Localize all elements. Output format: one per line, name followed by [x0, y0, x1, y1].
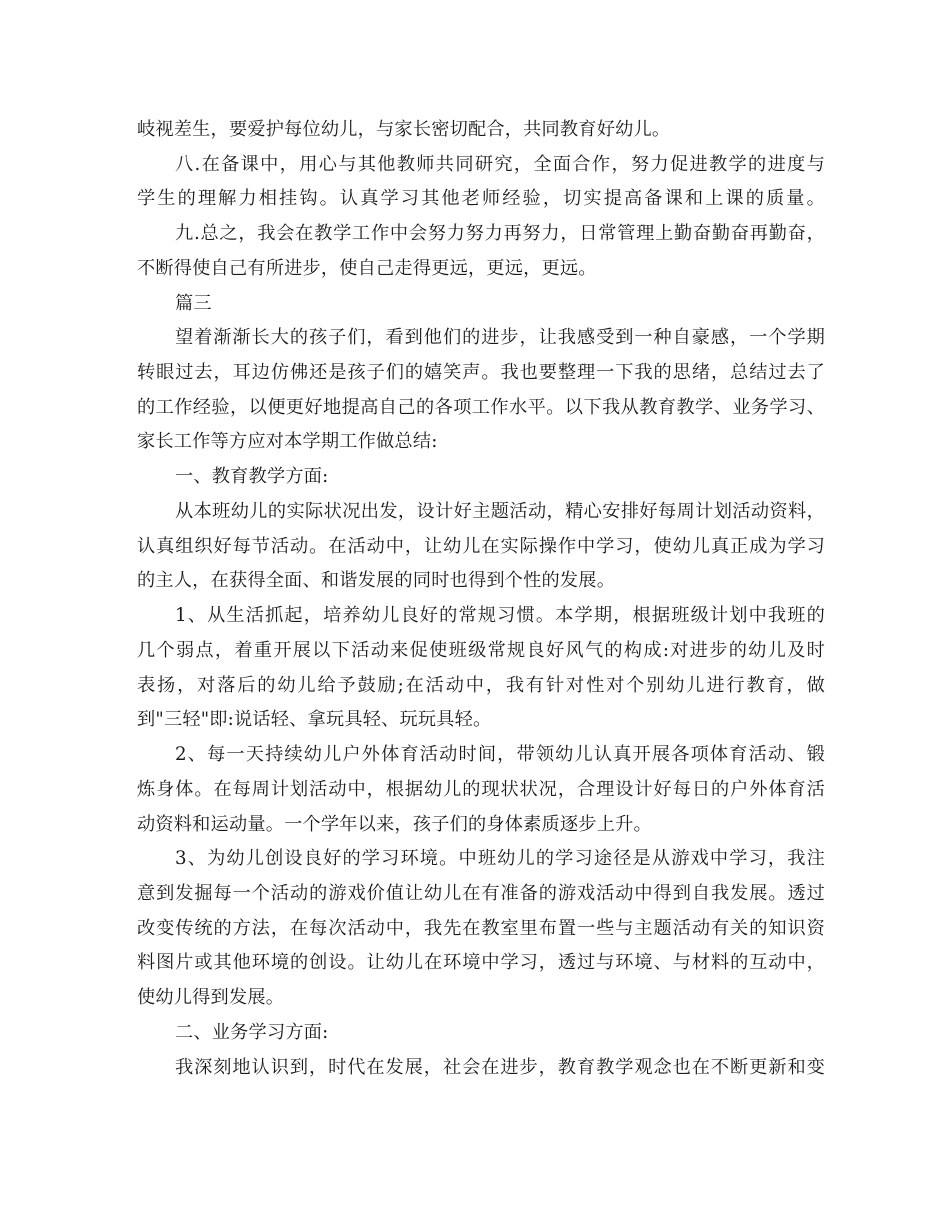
section-heading: 一、教育教学方面: [175, 466, 329, 487]
text-line: 意到发掘每一个活动的游戏价值让幼儿在有准备的游戏活动中得到自我发展。透过 [137, 883, 825, 904]
text-line: 改变传统的方法，在每次活动中，我先在教室里布置一些与主题活动有关的知识资 [137, 918, 825, 939]
text-line: 1、从生活抓起，培养幼儿良好的常规习惯。本学期，根据班级计划中我班的 [175, 605, 825, 626]
text-line: 岐视差生，要爱护每位幼儿，与家长密切配合，共同教育好幼儿。 [137, 119, 671, 140]
text-line: 动资料和运动量。一个学年以来，孩子们的身体素质逐步上升。 [137, 814, 652, 835]
text-line: 使幼儿得到发展。 [137, 987, 285, 1008]
text-line: 不断得使自己有所进步，使自己走得更远，更远，更远。 [137, 258, 597, 279]
section-heading: 篇三 [175, 293, 212, 314]
text-line: 的工作经验，以便更好地提高自己的各项工作水平。以下我从教育教学、业务学习、 [137, 397, 825, 418]
text-line: 九.总之，我会在教学工作中会努力努力再努力，日常管理上勤奋勤奋再勤奋， [175, 223, 825, 244]
text-line: 几个弱点，着重开展以下活动来促使班级常规良好风气的构成:对进步的幼儿及时 [137, 640, 825, 661]
text-line: 表扬，对落后的幼儿给予鼓励;在活动中，我有针对性对个别幼儿进行教育，做 [137, 675, 825, 696]
text-line: 望着渐渐长大的孩子们，看到他们的进步，让我感受到一种自豪感，一个学期 [175, 327, 825, 348]
text-line: 学生的理解力相挂钩。认真学习其他老师经验，切实提高备课和上课的质量。 [137, 188, 825, 209]
text-line: 2、每一天持续幼儿户外体育活动时间，带领幼儿认真开展各项体育活动、锻 [175, 744, 825, 765]
text-line: 炼身体。在每周计划活动中，根据幼儿的现状状况，合理设计好每日的户外体育活 [137, 779, 825, 800]
text-line: 认真组织好每节活动。在活动中，让幼儿在实际操作中学习，使幼儿真正成为学习 [137, 536, 825, 557]
section-heading: 二、业务学习方面: [175, 1022, 329, 1043]
text-line: 转眼过去，耳边仿佛还是孩子们的嬉笑声。我也要整理一下我的思绪，总结过去了 [137, 362, 825, 383]
text-line: 八.在备课中，用心与其他教师共同研究，全面合作，努力促进教学的进度与 [175, 154, 825, 175]
text-line: 我深刻地认识到，时代在发展，社会在进步，教育教学观念也在不断更新和变 [175, 1057, 825, 1078]
text-line: 的主人，在获得全面、和谐发展的同时也得到个性的发展。 [137, 570, 616, 591]
text-line: 从本班幼儿的实际状况出发，设计好主题活动，精心安排好每周计划活动资料， [175, 501, 825, 522]
text-line: 到"三轻"即:说话轻、拿玩具轻、玩玩具轻。 [137, 709, 492, 730]
text-line: 3、为幼儿创设良好的学习环境。中班幼儿的学习途径是从游戏中学习，我注 [175, 848, 825, 869]
text-line: 家长工作等方应对本学期工作做总结: [137, 431, 438, 452]
text-line: 料图片或其他环境的创设。让幼儿在环境中学习，透过与环境、与材料的互动中， [137, 952, 825, 973]
